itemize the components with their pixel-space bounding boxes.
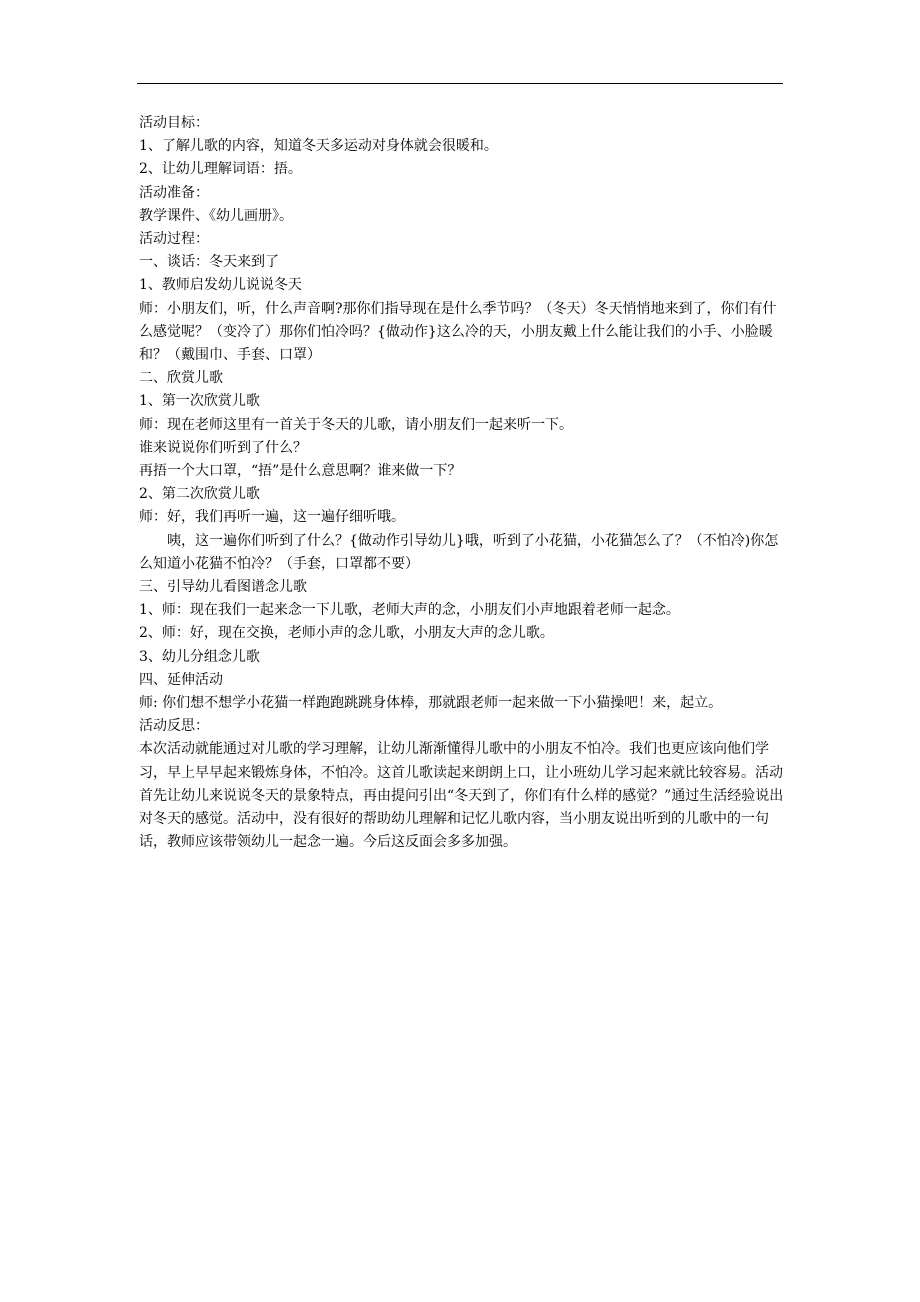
step-item-recite-3: 3、幼儿分组念儿歌 (139, 648, 260, 665)
section-heading-process: 活动过程： (139, 231, 209, 248)
step-heading-appreciate: 二、欣赏儿歌 (139, 370, 223, 387)
step-item-recite-1: 1、师：现在我们一起来念一下儿歌，老师大声的念，小朋友们小声地跟着老师一起念。 (139, 602, 680, 619)
step-item-appreciate-2: 2、第二次欣赏儿歌 (139, 486, 260, 503)
paragraph-talk-dialogue: 师：小朋友们，听，什么声音啊?那你们指导现在是什么季节吗？（冬天）冬天悄悄地来到了，你们有什么感觉呢？（变冷了）那你们怕冷吗？{做动作}这么冷的天，小朋友戴上什么能让我们的小手、小脸暖和？（戴围巾、手套、口罩） (139, 300, 777, 364)
preparation-text: 教学课件、《幼儿画册》。 (139, 207, 293, 224)
paragraph-appreciate-1: 师：现在老师这里有一首关于冬天的儿歌，请小朋友们一起来听一下。 (139, 416, 573, 433)
paragraph-extension: 师: 你们想不想学小花猫一样跑跑跳跳身体棒，那就跟老师一起来做一下小猫操吧！来，起立。 (139, 695, 723, 712)
section-heading-reflection: 活动反思： (139, 718, 209, 735)
paragraph-reflection: 本次活动就能通过对儿歌的学习理解，让幼儿渐渐懂得儿歌中的小朋友不怕冷。我们也更应该向他们学习，早上早早起来锻炼身体，不怕冷。这首儿歌读起来朗朗上口，让小班幼儿学习起来就比较容易。活动首先让幼儿来说说冬天的景象特点，再由提问引出“冬天到了，你们有什么样的感觉？”通过生活经验说出对冬天的感觉。活动中，没有很好的帮助幼儿理解和记忆儿歌内容，当小朋友说出听到的儿歌中的一句话，教师应该带领幼儿一起念一遍。今后这反面会多多加强。 (139, 741, 784, 851)
paragraph-appreciate-4: 师：好，我们再听一遍，这一遍仔细听哦。 (139, 509, 405, 526)
paragraph-appreciate-2: 谁来说说你们听到了什么？ (139, 439, 307, 456)
step-heading-recite: 三、引导幼儿看图谱念儿歌 (139, 579, 307, 596)
header-rule (137, 83, 783, 84)
step-item-recite-2: 2、师：好，现在交换，老师小声的念儿歌，小朋友大声的念儿歌。 (139, 625, 554, 642)
step-heading-talk: 一、谈话：冬天来到了 (139, 254, 279, 271)
paragraph-appreciate-3: 再捂一个大口罩，“捂”是什么意思啊？谁来做一下？ (139, 463, 462, 480)
paragraph-appreciate-5: 咦，这一遍你们听到了什么？{做动作引导幼儿}哦，听到了小花猫，小花猫怎么了？（不怕冷)你怎么知道小花猫不怕冷？（手套，口罩都不要） (139, 532, 779, 572)
goal-item-1: 1、了解儿歌的内容，知道冬天多运动对身体就会很暖和。 (139, 138, 498, 155)
step-item-appreciate-1: 1、第一次欣赏儿歌 (139, 393, 260, 410)
goal-item-2: 2、让幼儿理解词语：捂。 (139, 161, 302, 178)
section-heading-preparation: 活动准备： (139, 184, 209, 201)
step-item-talk-1: 1、教师启发幼儿说说冬天 (139, 277, 302, 294)
document-body (139, 112, 785, 855)
section-heading-goals: 活动目标： (139, 115, 209, 131)
step-heading-extension: 四、延伸活动 (139, 671, 223, 688)
